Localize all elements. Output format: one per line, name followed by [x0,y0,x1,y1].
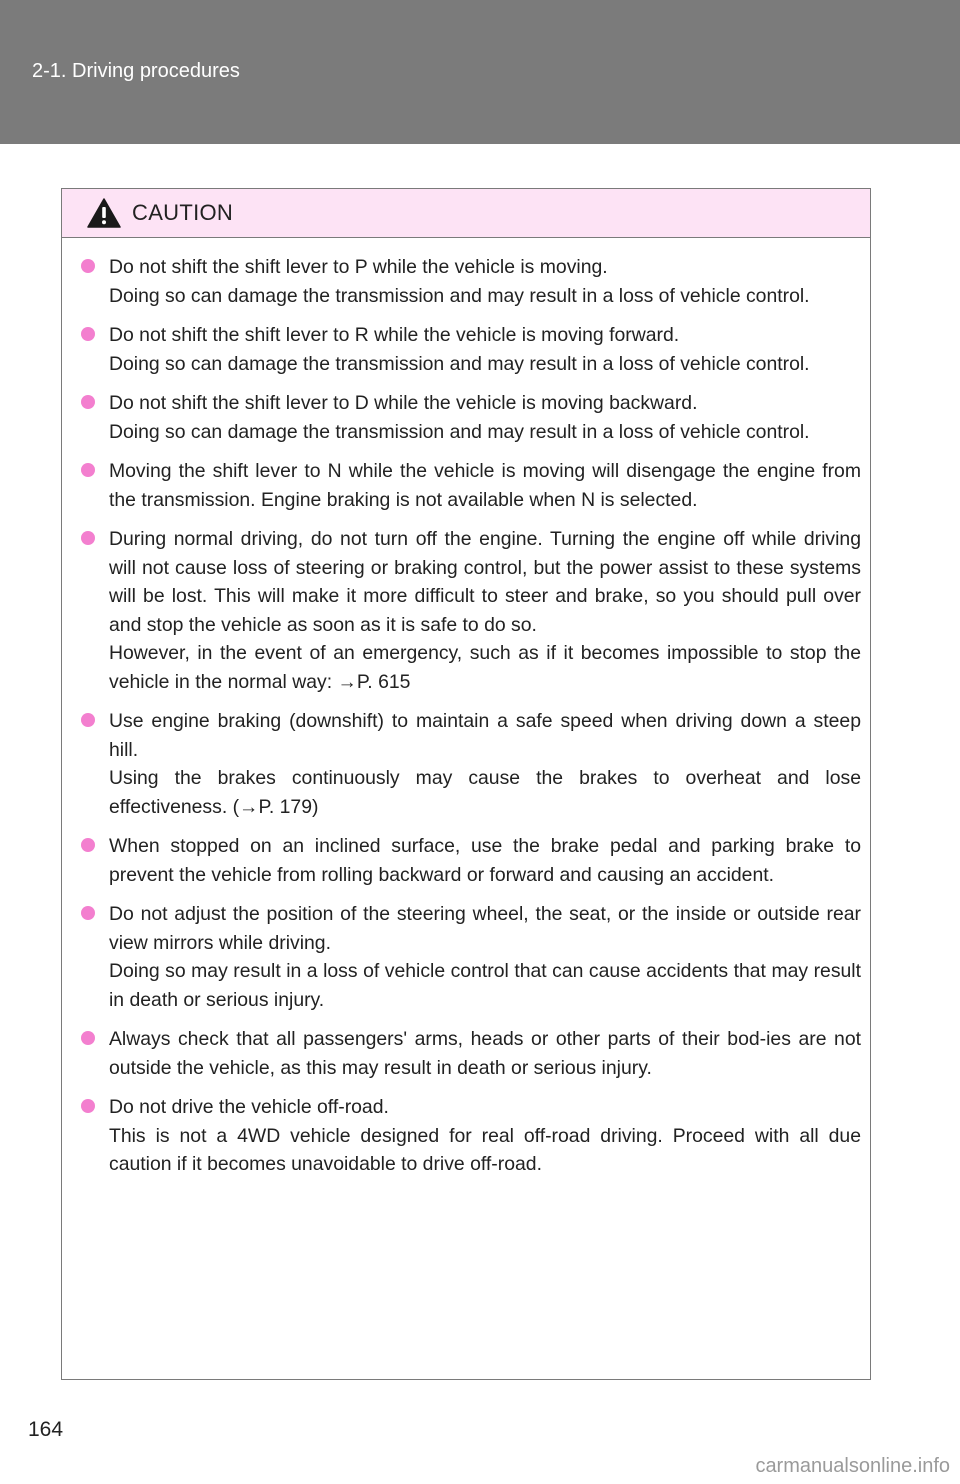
bullet-icon [81,1099,95,1113]
caution-item [80,525,861,696]
caution-item-text: Doing so can damage the transmission and may result in a loss of vehicle control. [109,284,810,307]
caution-item-text: Doing so may result in a loss of vehicle control that can cause accidents that may result in death or serious injury. [109,960,861,1011]
caution-item-text: Always check that all passengers' arms, heads or other parts of their bod-ies are not outside the vehicle, as this may result in death or serious injury. [109,1028,861,1079]
page-number: 164 [28,1418,64,1441]
caution-item-text: Do not drive the vehicle off-road. [109,1096,389,1118]
caution-item-text: Do not shift the shift lever to R while the vehicle is moving forward. [109,324,680,346]
caution-item-text: When stopped on an inclined surface, use the brake pedal and parking brake to prevent the vehicle from rolling backward or forward and causing an accident. [109,835,861,886]
bullet-icon [81,531,95,545]
caution-item [80,1093,861,1179]
bullet-icon [81,395,95,409]
caution-item-text: Do not shift the shift lever to D while the vehicle is moving backward. [109,392,698,414]
caution-item [80,1025,861,1082]
caution-item [80,321,861,378]
caution-list [80,253,861,1190]
bullet-icon [81,463,95,477]
warning-triangle-icon [87,198,121,228]
bullet-icon [81,838,95,852]
caution-item-text: Doing so can damage the transmission and may result in a loss of vehicle control. [109,420,810,443]
caution-item-text: Use engine braking (downshift) to maintain a safe speed when driving down a steep hill. [109,710,861,761]
caution-item [80,457,861,514]
caution-item [80,389,861,446]
caution-item-text: Do not shift the shift lever to P while the vehicle is moving. [109,256,608,278]
watermark: carmanualsonline.info [755,1455,950,1477]
caution-title: CAUTION [132,200,234,225]
bullet-icon [81,259,95,273]
caution-item-text: Moving the shift lever to N while the vehicle is moving will disengage the engine from the transmission. Engine braking is not available when N is selected. [109,460,861,511]
caution-item [80,707,861,821]
caution-header [62,189,870,238]
caution-item-text: This is not a 4WD vehicle designed for real off-road driving. Proceed with all due caution if it becomes unavoidable to drive off-road. [109,1124,861,1175]
caution-item [80,900,861,1014]
caution-item-text: During normal driving, do not turn off the engine. Turning the engine off while driving will not cause loss of steering or braking control, but the power assist to these systems will be lost. This will make it more difficult to steer and brake, so you should pull over and stop the vehicle as soon as it is safe to do so. [109,528,861,636]
caution-item-text: Do not adjust the position of the steering wheel, the seat, or the inside or outside rear view mirrors while driving. [109,903,861,954]
bullet-icon [81,1031,95,1045]
caution-item-text: Doing so can damage the transmission and may result in a loss of vehicle control. [109,352,810,375]
section-header-band [0,0,960,144]
caution-item [80,253,861,310]
bullet-icon [81,906,95,920]
caution-item [80,832,861,889]
bullet-icon [81,327,95,341]
bullet-icon [81,713,95,727]
section-title: 2-1. Driving procedures [32,60,240,82]
caution-box [61,188,871,1380]
caution-item-text: However, in the event of an emergency, such as if it becomes impossible to stop the vehicle in the normal way: →P. 615 [109,642,861,693]
caution-item-text: Using the brakes continuously may cause the brakes to overheat and lose effectiveness. (→P. 179) [109,767,861,818]
